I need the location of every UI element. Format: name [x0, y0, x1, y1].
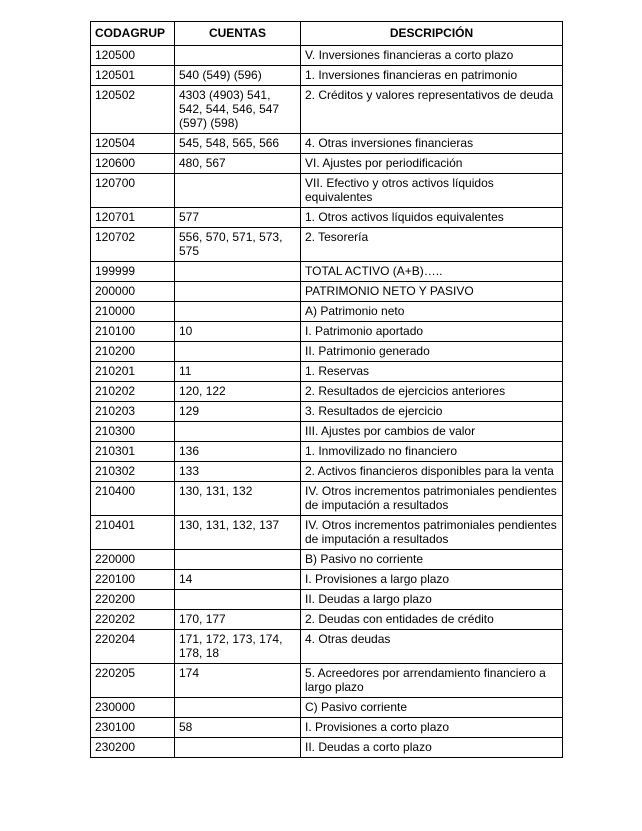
cell-accounts: 540 (549) (596)	[175, 66, 301, 86]
cell-accounts: 58	[175, 718, 301, 738]
table-row	[91, 66, 563, 86]
cell-accounts	[175, 738, 301, 758]
table-row	[91, 402, 563, 422]
table-row	[91, 262, 563, 282]
cell-description: A) Patrimonio neto	[301, 302, 563, 322]
cell-code: 220000	[91, 550, 175, 570]
cell-accounts: 10	[175, 322, 301, 342]
cell-description: 1. Otros activos líquidos equivalentes	[301, 208, 563, 228]
cell-accounts	[175, 174, 301, 208]
cell-accounts	[175, 282, 301, 302]
cell-code: 200000	[91, 282, 175, 302]
cell-code: 210202	[91, 382, 175, 402]
cell-code: 120501	[91, 66, 175, 86]
cell-description: 1. Inmovilizado no financiero	[301, 442, 563, 462]
cell-description: III. Ajustes por cambios de valor	[301, 422, 563, 442]
cell-accounts: 14	[175, 570, 301, 590]
cell-code: 220202	[91, 610, 175, 630]
header-cuentas: CUENTAS	[175, 22, 301, 46]
cell-code: 210302	[91, 462, 175, 482]
cell-description: I. Provisiones a corto plazo	[301, 718, 563, 738]
cell-code: 220204	[91, 630, 175, 664]
cell-accounts	[175, 590, 301, 610]
cell-description: C) Pasivo corriente	[301, 698, 563, 718]
cell-description: VII. Efectivo y otros activos líquidos equivalentes	[301, 174, 563, 208]
table-body	[91, 46, 563, 758]
cell-code: 210401	[91, 516, 175, 550]
cell-code: 220100	[91, 570, 175, 590]
cell-code: 210300	[91, 422, 175, 442]
table-row	[91, 134, 563, 154]
cell-description: 1. Reservas	[301, 362, 563, 382]
table-row	[91, 738, 563, 758]
table-row	[91, 208, 563, 228]
cell-accounts: 577	[175, 208, 301, 228]
cell-description: 2. Tesorería	[301, 228, 563, 262]
cell-accounts: 11	[175, 362, 301, 382]
cell-code: 220205	[91, 664, 175, 698]
cell-description: II. Deudas a corto plazo	[301, 738, 563, 758]
table-row	[91, 570, 563, 590]
cell-description: VI. Ajustes por periodificación	[301, 154, 563, 174]
cell-accounts: 170, 177	[175, 610, 301, 630]
cell-description: I. Patrimonio aportado	[301, 322, 563, 342]
cell-code: 210200	[91, 342, 175, 362]
table-row	[91, 630, 563, 664]
table-row	[91, 516, 563, 550]
cell-accounts	[175, 342, 301, 362]
cell-accounts: 556, 570, 571, 573, 575	[175, 228, 301, 262]
cell-code: 230100	[91, 718, 175, 738]
table-row	[91, 718, 563, 738]
table-row	[91, 698, 563, 718]
cell-accounts	[175, 302, 301, 322]
cell-code: 120700	[91, 174, 175, 208]
table-row	[91, 46, 563, 66]
cell-description: II. Deudas a largo plazo	[301, 590, 563, 610]
cell-code: 210203	[91, 402, 175, 422]
cell-code: 120600	[91, 154, 175, 174]
table-row	[91, 302, 563, 322]
table-row	[91, 664, 563, 698]
table-row	[91, 174, 563, 208]
cell-code: 210000	[91, 302, 175, 322]
cell-description: 4. Otras deudas	[301, 630, 563, 664]
cell-accounts: 130, 131, 132, 137	[175, 516, 301, 550]
cell-description: IV. Otros incrementos patrimoniales pendientes de imputación a resultados	[301, 516, 563, 550]
header-codagrup: CODAGRUP	[91, 22, 175, 46]
cell-description: IV. Otros incrementos patrimoniales pendientes de imputación a resultados	[301, 482, 563, 516]
cell-description: 2. Créditos y valores representativos de deuda	[301, 86, 563, 134]
cell-accounts: 120, 122	[175, 382, 301, 402]
table-row	[91, 86, 563, 134]
table-row	[91, 442, 563, 462]
cell-code: 120504	[91, 134, 175, 154]
table-row	[91, 590, 563, 610]
cell-accounts: 133	[175, 462, 301, 482]
table-row	[91, 342, 563, 362]
cell-accounts: 129	[175, 402, 301, 422]
table-row	[91, 362, 563, 382]
header-descripcion: DESCRIPCIÓN	[301, 22, 563, 46]
table-row	[91, 610, 563, 630]
table-row	[91, 482, 563, 516]
table-row	[91, 382, 563, 402]
cell-code: 120701	[91, 208, 175, 228]
cell-code: 210400	[91, 482, 175, 516]
cell-code: 120502	[91, 86, 175, 134]
cell-accounts: 174	[175, 664, 301, 698]
cell-accounts	[175, 262, 301, 282]
table-row	[91, 462, 563, 482]
table-row	[91, 228, 563, 262]
cell-accounts	[175, 46, 301, 66]
table-header-row	[91, 22, 563, 46]
cell-description: 1. Inversiones financieras en patrimonio	[301, 66, 563, 86]
cell-code: 230000	[91, 698, 175, 718]
cell-accounts	[175, 550, 301, 570]
cell-description: 2. Resultados de ejercicios anteriores	[301, 382, 563, 402]
cell-description: 2. Activos financieros disponibles para la venta	[301, 462, 563, 482]
cell-accounts: 136	[175, 442, 301, 462]
cell-code: 120500	[91, 46, 175, 66]
cell-accounts: 545, 548, 565, 566	[175, 134, 301, 154]
cell-description: TOTAL ACTIVO (A+B)…..	[301, 262, 563, 282]
table-row	[91, 422, 563, 442]
cell-code: 220200	[91, 590, 175, 610]
cell-description: B) Pasivo no corriente	[301, 550, 563, 570]
cell-description: 2. Deudas con entidades de crédito	[301, 610, 563, 630]
table-row	[91, 282, 563, 302]
cell-code: 210301	[91, 442, 175, 462]
cell-code: 210100	[91, 322, 175, 342]
cell-description: 3. Resultados de ejercicio	[301, 402, 563, 422]
cell-code: 230200	[91, 738, 175, 758]
cell-description: 5. Acreedores por arrendamiento financiero a largo plazo	[301, 664, 563, 698]
cell-description: V. Inversiones financieras a corto plazo	[301, 46, 563, 66]
cell-description: 4. Otras inversiones financieras	[301, 134, 563, 154]
cell-accounts: 171, 172, 173, 174, 178, 18	[175, 630, 301, 664]
cell-code: 120702	[91, 228, 175, 262]
accounts-table	[90, 21, 563, 758]
cell-description: PATRIMONIO NETO Y PASIVO	[301, 282, 563, 302]
table-row	[91, 322, 563, 342]
cell-code: 210201	[91, 362, 175, 382]
table-row	[91, 154, 563, 174]
cell-accounts	[175, 422, 301, 442]
cell-accounts: 130, 131, 132	[175, 482, 301, 516]
document-page	[90, 21, 562, 758]
cell-accounts	[175, 698, 301, 718]
cell-accounts: 480, 567	[175, 154, 301, 174]
cell-description: I. Provisiones a largo plazo	[301, 570, 563, 590]
table-row	[91, 550, 563, 570]
cell-description: II. Patrimonio generado	[301, 342, 563, 362]
cell-accounts: 4303 (4903) 541, 542, 544, 546, 547 (597) (598)	[175, 86, 301, 134]
cell-code: 199999	[91, 262, 175, 282]
